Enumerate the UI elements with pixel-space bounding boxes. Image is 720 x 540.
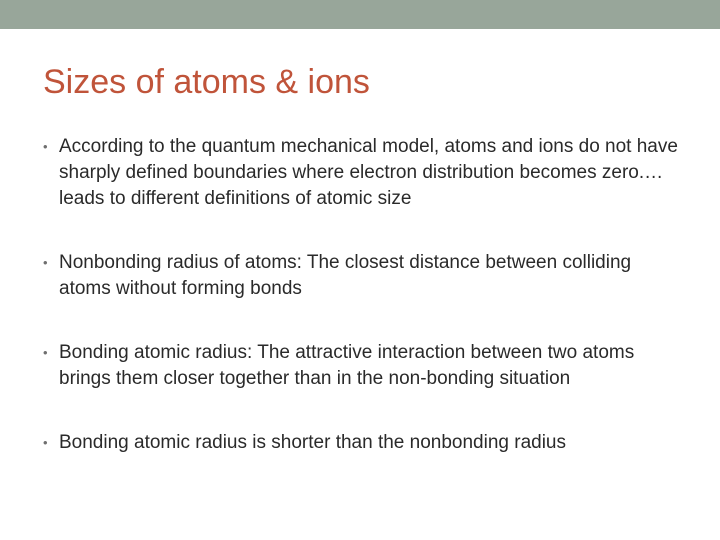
bullet-item: [43, 340, 683, 392]
bullet-item: [43, 134, 683, 212]
slide-title: Sizes of atoms & ions: [43, 63, 370, 101]
bullet-item: [43, 250, 683, 302]
bullet-text: Nonbonding radius of atoms: The closest distance between colliding atoms without forming bonds: [59, 252, 632, 299]
bullet-icon: •: [43, 139, 48, 154]
bullet-icon: •: [43, 255, 48, 270]
bullet-text: Bonding atomic radius: The attractive interaction between two atoms brings them closer together than in the non-bonding situation: [59, 342, 635, 389]
top-band: [0, 0, 720, 29]
bullet-icon: •: [43, 345, 48, 360]
bullet-text: Bonding atomic radius is shorter than the nonbonding radius: [59, 432, 566, 453]
bullet-list: [43, 134, 683, 456]
bullet-icon: •: [43, 435, 48, 450]
bullet-item: [43, 430, 683, 456]
bullet-text: According to the quantum mechanical model, atoms and ions do not have sharply defined boundaries where electron distribution becomes zero.…leads to different definitions of atomic size: [59, 136, 678, 209]
